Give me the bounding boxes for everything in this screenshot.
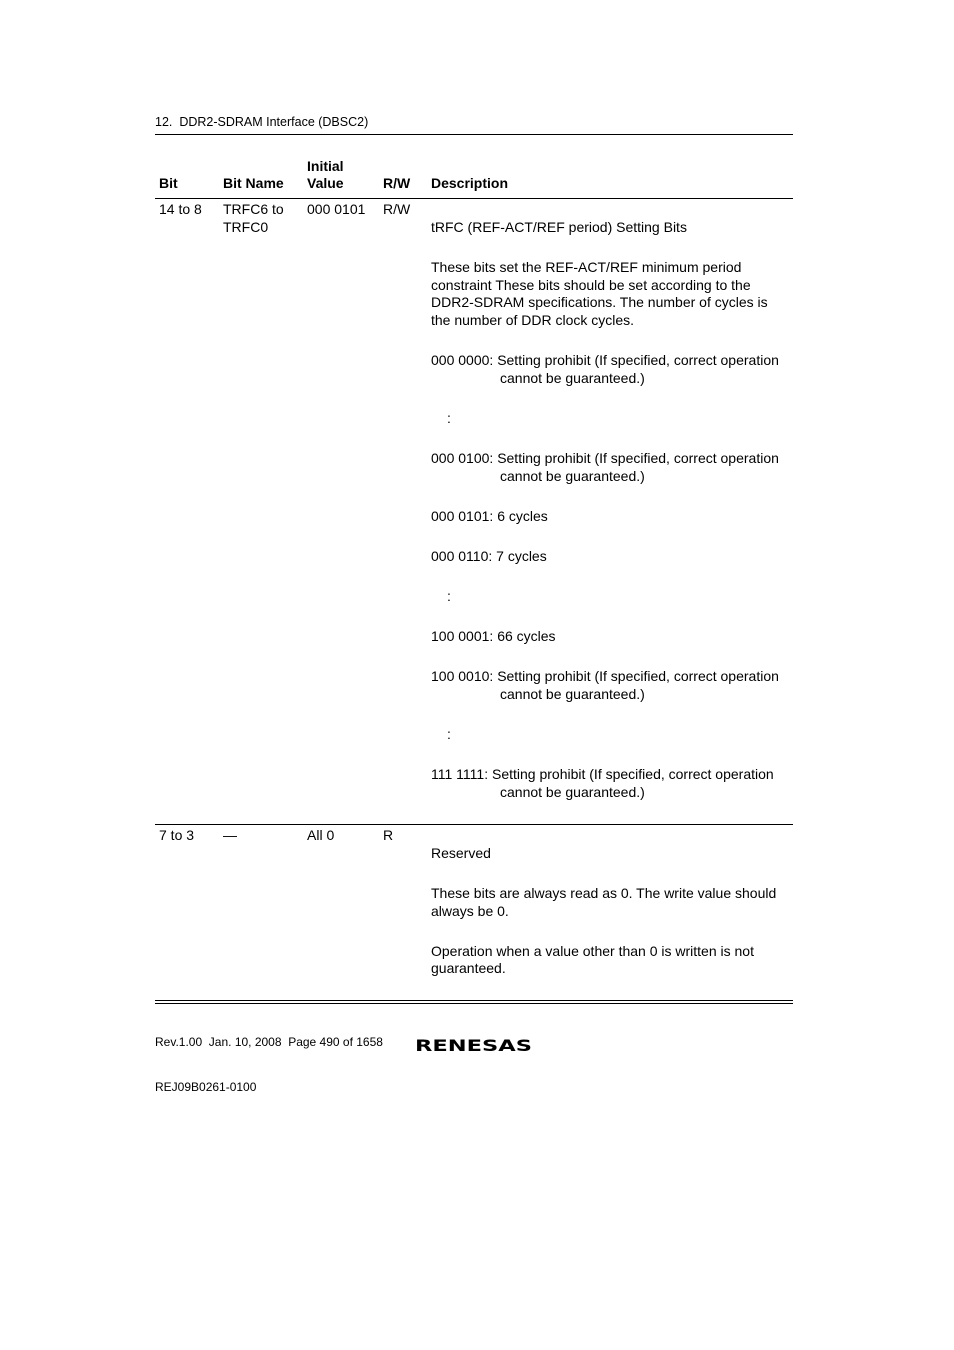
setting-text: 6 cycles <box>497 507 548 524</box>
setting-code: 111 1111: <box>431 766 489 783</box>
description-title: Reserved <box>431 844 491 861</box>
setting-code: 000 0000: <box>431 352 494 369</box>
setting-entry <box>431 508 793 526</box>
setting-entry <box>431 450 793 486</box>
renesas-logo <box>414 1034 534 1056</box>
column-header-bit: Bit <box>155 158 219 199</box>
description-body: These bits set the REF-ACT/REF minimum period constraint These bits should be set according to the DDR2-SDRAM specifications. The number of cycles is the number of DDR clock cycles. <box>431 258 768 329</box>
setting-text: 66 cycles <box>497 628 556 645</box>
column-header-bit-name: Bit Name <box>219 158 303 199</box>
table-row <box>155 825 793 1001</box>
description-title: tRFC (REF-ACT/REF period) Setting Bits <box>431 218 687 235</box>
footer-document-number: REJ09B0261-0100 <box>155 1080 257 1094</box>
setting-code: 000 0100: <box>431 450 494 467</box>
setting-code: 100 0010: <box>431 668 494 685</box>
setting-text: Setting prohibit (If specified, correct operation cannot be guaranteed.) <box>491 766 774 801</box>
table-header-row <box>155 158 793 199</box>
cell-rw: R/W <box>379 199 427 825</box>
cell-description <box>427 825 793 1001</box>
footer-revision-line: Rev.1.00 Jan. 10, 2008 Page 490 of 1658 <box>155 1035 383 1049</box>
cell-initial-value: All 0 <box>303 825 379 1001</box>
running-header: 12. DDR2-SDRAM Interface (DBSC2) <box>155 115 369 129</box>
header-rule <box>155 134 793 135</box>
cell-bit-name: TRFC6 to TRFC0 <box>219 199 303 825</box>
setting-text: Setting prohibit (If specified, correct operation cannot be guaranteed.) <box>497 352 779 386</box>
page-footer <box>155 1005 383 1110</box>
setting-text: Setting prohibit (If specified, correct operation cannot be guaranteed.) <box>497 450 779 484</box>
cell-bit-name: — <box>219 825 303 1001</box>
setting-ellipsis: : <box>447 726 451 743</box>
setting-entry <box>431 548 793 566</box>
register-bit-table <box>155 158 793 1001</box>
setting-ellipsis: : <box>447 410 451 427</box>
table-row <box>155 199 793 825</box>
setting-code: 000 0101: <box>431 507 494 524</box>
setting-entry <box>431 668 793 704</box>
cell-rw: R <box>379 825 427 1001</box>
setting-text: Setting prohibit (If specified, correct operation cannot be guaranteed.) <box>497 668 779 703</box>
setting-entry <box>431 352 793 388</box>
setting-code: 000 0110: <box>431 548 493 565</box>
setting-code: 100 0001: <box>431 628 494 645</box>
setting-text: 7 cycles <box>496 548 547 565</box>
column-header-rw: R/W <box>379 158 427 199</box>
cell-bit: 7 to 3 <box>155 825 219 1001</box>
footer-rule <box>155 1003 793 1004</box>
cell-bit: 14 to 8 <box>155 199 219 825</box>
description-body: Operation when a value other than 0 is written is not guaranteed. <box>431 942 754 977</box>
description-body: These bits are always read as 0. The write value should always be 0. <box>431 884 777 919</box>
column-header-description: Description <box>427 158 793 199</box>
setting-ellipsis: : <box>447 588 451 605</box>
setting-entry <box>431 628 793 646</box>
renesas-logo-text: RENESAS <box>415 1036 532 1055</box>
setting-entry <box>431 766 793 802</box>
cell-description <box>427 199 793 825</box>
cell-initial-value: 000 0101 <box>303 199 379 825</box>
column-header-initial-value: Initial Value <box>303 158 379 199</box>
